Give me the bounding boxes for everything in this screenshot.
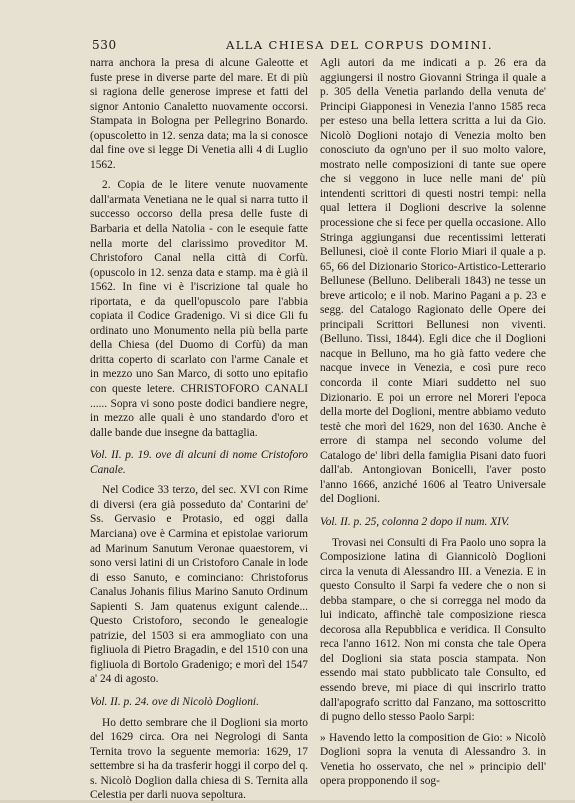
paragraph: Agli autori da me indicati a p. 26 era da aggiungersi il nostro Giovanni Stringa il quale a p. 305 della Venetia parlando della venuta de' Principi Giapponesi in Venezia l'anno 1585 reca per esteso una bella lettera scritta a lui da Gio. Nicolò Doglioni notajo di Venezia molto ben conosciuto da ogn'uno per il suo molto valore, mostrato nelle composizioni di tante sue opere che si veggono in luce nelle mani de' più intendenti scrittori di questi nostri tempi: nella qual lettera il Doglioni descrive la solenne processione che si fece per quella occasione. Allo Stringa aggiungansi due recentissimi letterati Bellunesi, cioè il conte Florio Miari il quale a p. 65, 66 del Dizionario Storico-Artistico-Letterario Bellunese (Belluno. Deliberali 1843) ne tesse un breve articolo; e il nob. Marino Pagani a p. 23 e segg. del Catalogo Ragionato delle Opere dei principali Scrittori Bellunesi non viventi. (Belluno. Tissi, 1844). Egli dice che il Doglioni nacque in Belluno, ma ho già fatto vedere che nacque invece in Venezia, e così pure reco concorda il conte Miari suddetto nel suo Dizionario. E poi un errore nel Moreri l'epoca della morte del Doglioni, mentre abbiamo veduto testè che morì del 1629, non del 1630. Anche è errore di stampa nel secondo volume del Catalogo de' libri della famiglia Pisani dato fuori dall'ab. Antongiovan Bonicelli, l'aver posto l'anno 1666, anziché 1606 al Teatro Universale del Doglioni. — [320, 57, 546, 506]
right-column — [320, 56, 546, 788]
running-title: ALLA CHIESA DEL CORPUS DOMINI. — [226, 38, 493, 52]
page-header — [92, 38, 544, 54]
section-note: Vol. II. p. 19. ove di alcuni di nome Cristoforo Canale. — [90, 449, 308, 476]
quotation: » Havendo letto la composition de Gio: » Nicolò Doglioni sopra la venuta di Alessandro 3. in Venetia ho osservato, che nel » principio dell' opera propponendo il sog- — [320, 731, 546, 788]
section-note: Vol. II. p. 25, colonna 2 dopo il num. XIV. — [320, 515, 510, 528]
page-number: 530 — [92, 38, 117, 52]
paragraph: Trovasi nei Consulti di Fra Paolo uno sopra la Composizione latina di Giannicolò Doglioni circa la venuta di Alessandro III. a Venezia. E in questo Consulto il Sarpi fa vedere che o non si debba stampare, o che si corregga nel modo da lui indicato, affinchè tale composizione riesca decorosa alla Repubblica e veridica. Il Consulto reca l'anno 1612. Non mi consta che tale Opera del Doglioni sia stata poscia stampata. Non essendo mai stato pubblicato tale Consulto, ed essendo breve, mi piace di qui inscrirlo tratto dall'apografo scritto dal Fanzano, ma sottoscritto di pugno dello stesso Paolo Sarpi: — [320, 536, 546, 724]
paragraph: narra anchora la presa di alcune Galeotte et fuste prese in diverse parte del mare. Et di più si ragiona delle generose imprese et fatti del signor Antonio Canaletto nuovamente occorsi. Stampata in Bologna per Pellegrino Bonardo. (opuscoletto in 12. senza data; ma la si conosce dal fine ove si legge Di Venetia alli 4 di Luglio 1562. — [90, 57, 308, 171]
paragraph: Nel Codice 33 terzo, del sec. XVI con Rime di diversi (era già posseduto da' Contarini de' Ss. Gervasio e Protasio, ed oggi dalla Marciana) ove è Carmina et epistolae variorum ad Marinum Sanutum Veronae quaestorem, vi sono versi latini di un Cristoforo Canale in lode di esso Sanuto, e cominciano: Christoforus Canalus Johanis filius Marino Sanuto Ordinum Sapienti S. Jam quatenus exigunt calende... Questo Cristoforo, secondo le genealogie patrizie, del 1503 si era ammogliato con una figliuola di Pietro Bragadin, e del 1510 con una figliuola di Bortolo Gradenigo; e morì del 1547 a' 24 di agosto. — [90, 484, 308, 686]
paragraph: Ho detto sembrare che il Doglioni sia morto del 1629 circa. Ora nei Negrologi di Santa Ternita trovo la seguente memoria: 1629, 17 settembre si ha da trasferir hoggi il corpo del q. s. Nicolò Doglion dalla chiesa di S. Ternita alla Celestia per darli nuova sepoltura. — [90, 716, 308, 802]
left-column — [90, 56, 308, 802]
section-note: Vol. II. p. 24. ove di Nicolò Doglioni. — [90, 695, 259, 708]
paragraph: 2. Copia de le litere venute nuovamente dall'armata Venetiana ne le qual si narra tutto il successo occorso della presa delle fuste di Barbaria et della Natolia - con le esequie fatte nella morte del clarissimo proveditor M. Christoforo Canal nella città di Corfù. (opuscolo in 12. senza data e stamp. ma è già il 1562. In fine vi è l'iscrizione tal quale ho riportata, e da quell'opuscolo pare l'abbia copiata il Codice Gradenigo. Vi si dice Gli fu ordinato uno Monumento nella più bella parte della Chiesa (del Duomo di Corfù) da man dritta coperto di scarlato con l'arme Canale et in mezzo uno San Marco, di sotto uno epitafio con queste letere. CHRISTOFORO CANALI ...... Sopra vi sono poste dodici bandiere negre, in mezzo alle quali è uno standardo d'oro et dalle bande due insegne da battaglia. — [90, 179, 308, 439]
